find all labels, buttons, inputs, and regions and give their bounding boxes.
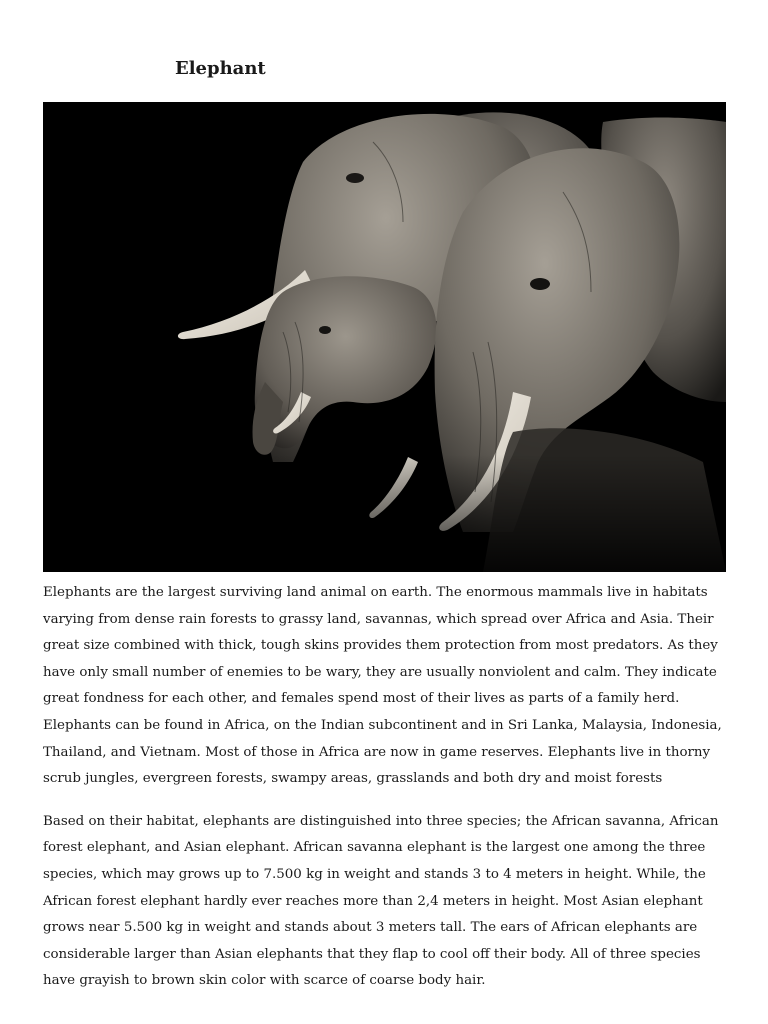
- paragraph-intro: Elephants are the largest surviving land animal on earth. The enormous mammals live in habitats varying from dense rain forests to grassy land, savannas, which spread over Africa and Asia. Their great size combined with thick, tough skins provides them protection from most predators. As they have only small number of enemies to be wary, they are usually nonviolent and calm. They indicate great fondness for each other, and females spend most of their lives as parts of a family herd.: [43, 585, 718, 707]
- elephant-photo: [43, 102, 726, 572]
- paragraph-species: Based on their habitat, elephants are distinguished into three species; the African savanna, African forest elephant, and Asian elephant. African savanna elephant is the largest one among the three species, which may grows up to 7.500 kg in weight and stands 3 to 4 meters in height. While, the African forest elephant hardly ever reaches more than 2,4 meters in height. Most Asian elephant grows near 5.500 kg in weight and stands about 3 meters tall. The ears of African elephants are considerable larger than Asian elephants that they flap to cool off their body. All of three species have grayish to brown skin color with scarce of coarse body hair.: [43, 813, 719, 989]
- page-title: Elephant: [175, 58, 266, 79]
- elephant-illustration: [43, 102, 726, 572]
- article-body: [43, 580, 733, 995]
- paragraph-habitat: Elephants can be found in Africa, on the Indian subcontinent and in Sri Lanka, Malaysia, Indonesia, Thailand, and Vietnam. Most of those in Africa are now in game reserves. Elephants live in thorny scrub jungles, evergreen forests, swampy areas, grasslands and both dry and moist forests: [43, 717, 722, 787]
